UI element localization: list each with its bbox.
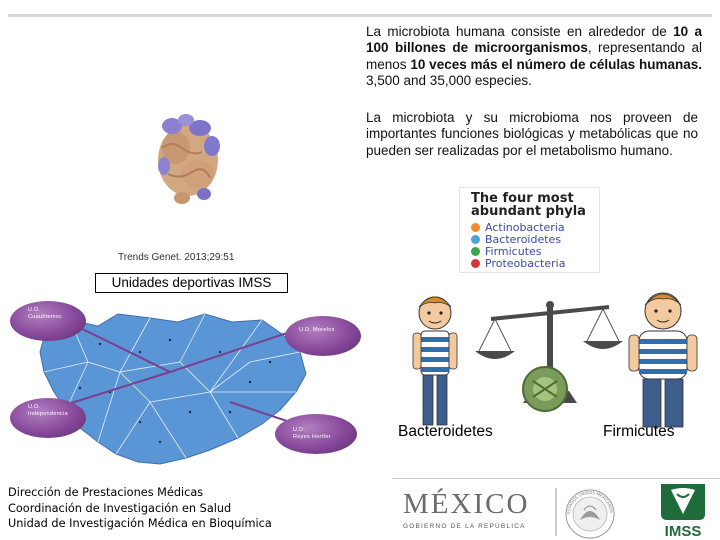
phylum-item-actinobacteria: Actinobacteria xyxy=(471,222,565,234)
blue-dot-icon xyxy=(471,235,480,244)
microbiota-paragraph xyxy=(366,24,702,89)
caption-bacteroidetes: Bacteroidetes xyxy=(398,423,493,440)
national-seal-icon xyxy=(554,484,618,540)
green-dot-icon xyxy=(471,247,480,256)
mexico-government-logo: MÉXICO GOBIERNO DE LA REPÚBLICA xyxy=(403,488,530,530)
top-divider-bar xyxy=(8,14,712,17)
imss-logo xyxy=(655,480,711,540)
protein-structure-image xyxy=(142,108,232,208)
microbiota-text-segment: , representando al menos xyxy=(366,40,702,72)
footer-divider xyxy=(392,478,720,479)
sports-unit-morelos: U.D. Morelos xyxy=(285,316,361,356)
phylum-item-bacteroidetes: Bacteroidetes xyxy=(471,234,561,246)
microbiome-functions-paragraph: La microbiota y su microbioma nos proveen de importantes funciones biológicas y metabólicas que no pueden ser realizadas por el metabolismo humano. xyxy=(366,110,698,158)
org-line-direction: Dirección de Prestaciones Médicas xyxy=(8,486,204,499)
sports-units-title: Unidades deportivas IMSS xyxy=(95,273,288,293)
phyla-legend-panel xyxy=(459,187,600,273)
sports-unit-cuauhtemoc: U.D. Cuauhtemoc xyxy=(10,301,86,341)
orange-dot-icon xyxy=(471,223,480,232)
red-dot-icon xyxy=(471,259,480,268)
thin-boy-figure xyxy=(413,297,457,425)
svg-text:ESTADOS UNIDOS MEXICANOS: ESTADOS UNIDOS MEXICANOS xyxy=(565,489,614,515)
microbiota-text-segment: 10 a 100 billones de microorganismos xyxy=(366,24,702,56)
caption-firmicutes: Firmicutes xyxy=(603,423,675,440)
weight-comparison-illustration xyxy=(395,285,720,435)
microbiota-text-segment: 3,500 and 35,000 especies. xyxy=(366,72,532,88)
organization-block xyxy=(8,485,272,532)
microbiota-text-segment: 10 veces más el número de células humanas. xyxy=(410,56,702,72)
phyla-title: The four most abundant phyla xyxy=(471,191,586,219)
microbiota-text-segment: La microbiota humana consiste en alrededor de xyxy=(366,24,674,39)
sports-unit-independencia: U.D. Independencia xyxy=(10,398,86,438)
phylum-item-proteobacteria: Proteobacteria xyxy=(471,258,565,270)
sports-unit-reyes-hertfer: U.D. Reyes Hertfer xyxy=(275,414,357,454)
org-line-unit: Unidad de Investigación Médica en Bioquímica xyxy=(8,517,272,530)
org-line-coordination: Coordinación de Investigación en Salud xyxy=(8,501,232,515)
citation-text: Trends Genet. 2013;29:51 xyxy=(118,252,235,263)
heavy-boy-figure xyxy=(629,293,697,427)
phylum-item-firmicutes: Firmicutes xyxy=(471,246,542,258)
balance-scale-icon xyxy=(475,301,623,411)
svg-text:IMSS: IMSS xyxy=(664,523,702,540)
